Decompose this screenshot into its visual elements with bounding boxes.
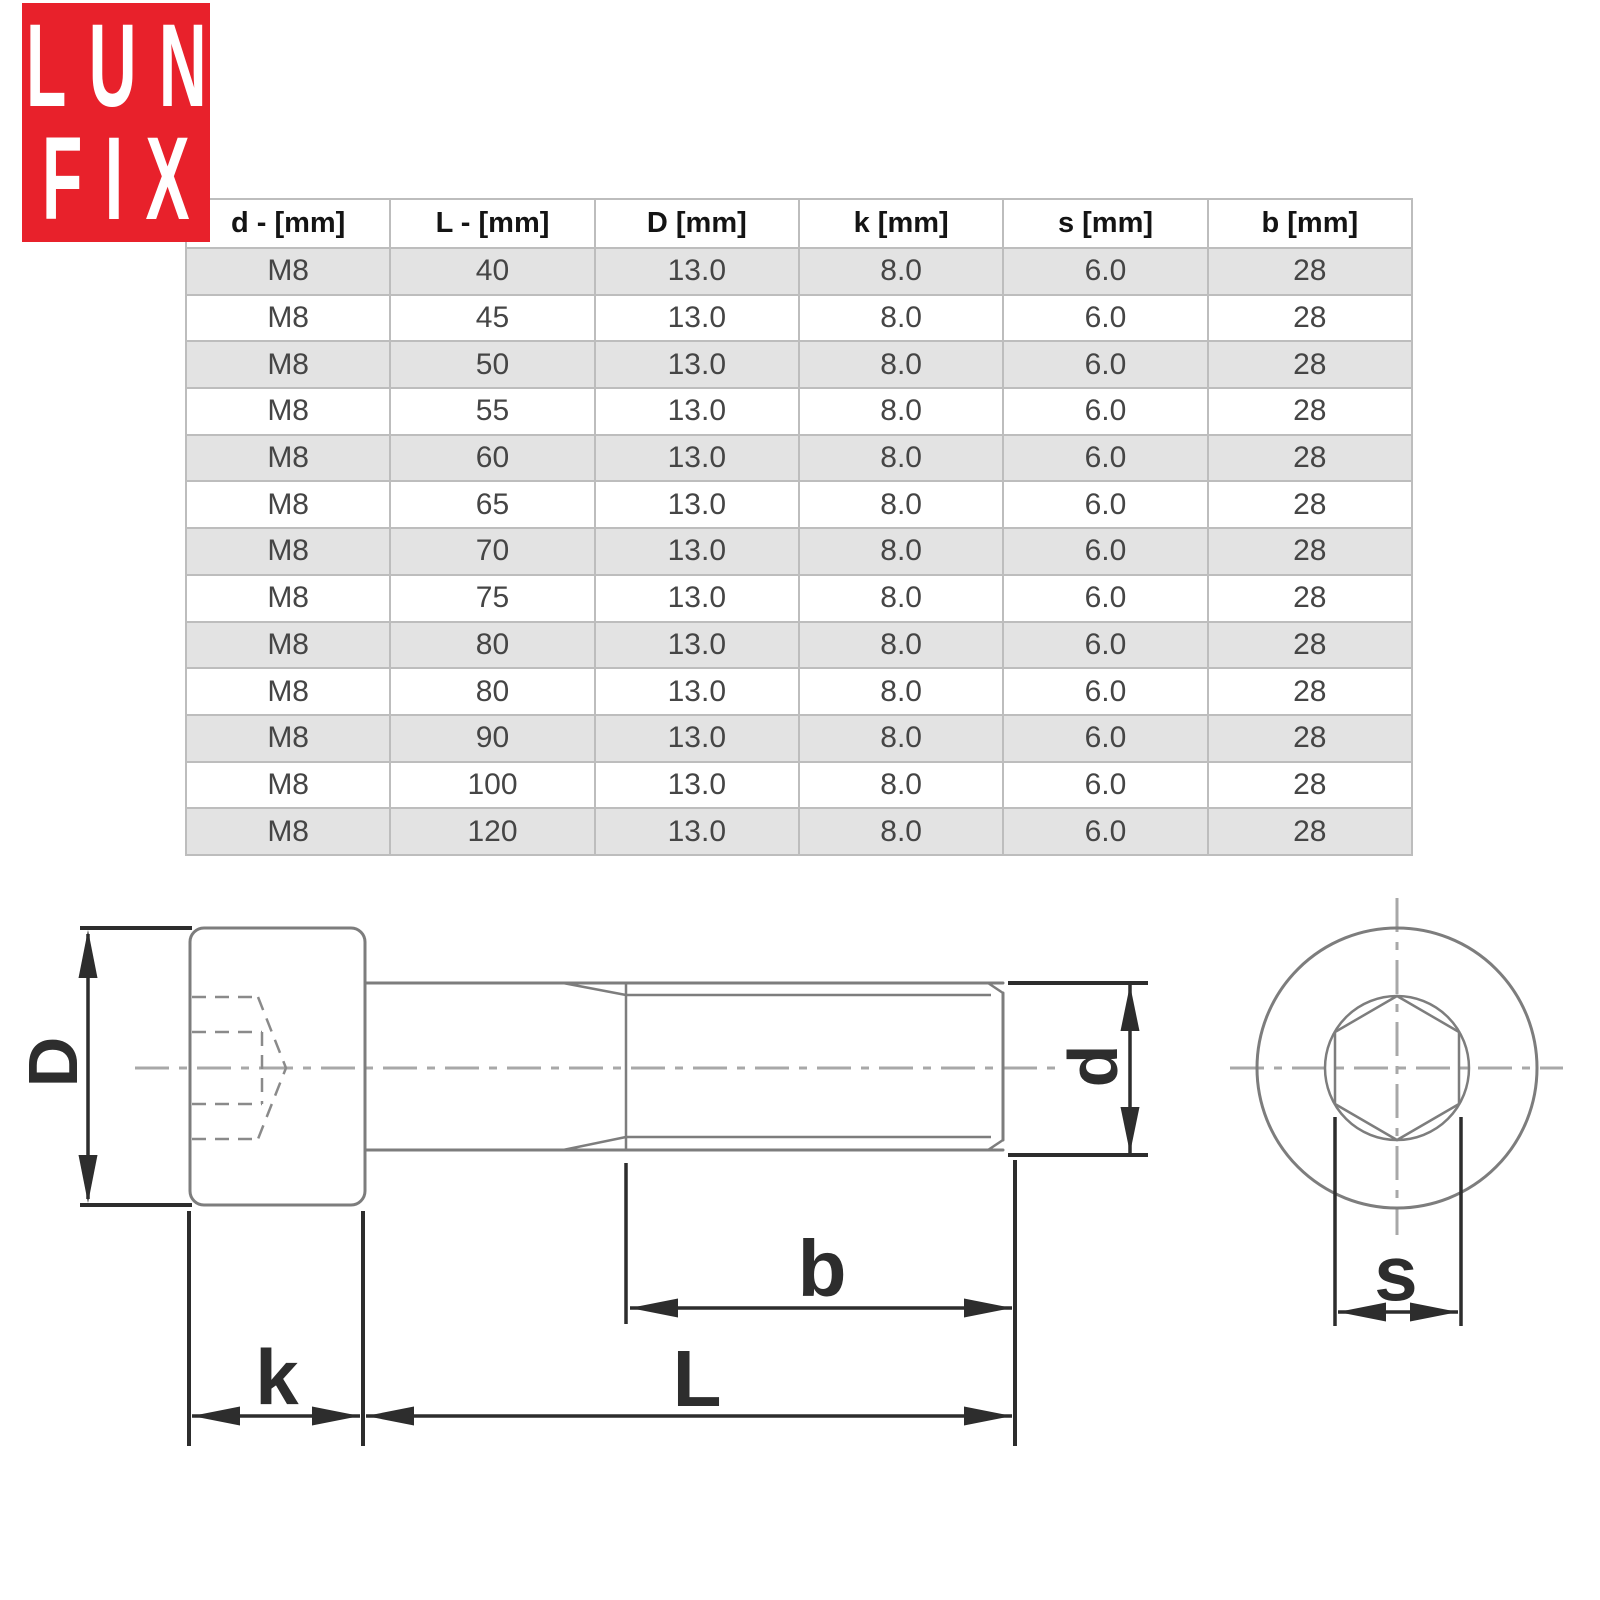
table-cell: 28	[1208, 435, 1412, 482]
table-cell: 80	[390, 622, 594, 669]
table-row	[186, 622, 1412, 669]
table-row	[186, 481, 1412, 528]
arrowhead	[192, 1407, 240, 1426]
table-cell: 8.0	[799, 295, 1003, 342]
table-cell: M8	[186, 435, 390, 482]
table-cell: 90	[390, 715, 594, 762]
brand-logo-line1: LUN	[25, 0, 229, 132]
table-cell: 8.0	[799, 808, 1003, 855]
table-cell: 28	[1208, 341, 1412, 388]
table-cell: M8	[186, 388, 390, 435]
column-header: s [mm]	[1003, 199, 1207, 248]
column-header: d - [mm]	[186, 199, 390, 248]
table-row	[186, 248, 1412, 295]
table-cell: 100	[390, 762, 594, 809]
table-row	[186, 575, 1412, 622]
table-cell: 55	[390, 388, 594, 435]
table-cell: 6.0	[1003, 248, 1207, 295]
table-row	[186, 435, 1412, 482]
table-cell: M8	[186, 622, 390, 669]
table-cell: 13.0	[595, 528, 799, 575]
table-cell: 28	[1208, 388, 1412, 435]
column-header: D [mm]	[595, 199, 799, 248]
table-cell: 6.0	[1003, 341, 1207, 388]
table-cell: 8.0	[799, 668, 1003, 715]
table-cell: 8.0	[799, 388, 1003, 435]
table-row	[186, 808, 1412, 855]
table-cell: 28	[1208, 808, 1412, 855]
dimension-table	[185, 198, 1413, 856]
table-cell: 13.0	[595, 762, 799, 809]
table-row	[186, 388, 1412, 435]
dim-label-b: b	[797, 1224, 847, 1313]
table-cell: 13.0	[595, 575, 799, 622]
arrowhead	[964, 1407, 1012, 1426]
dim-label-k: k	[255, 1333, 299, 1421]
brand-logo-line2: FIX	[42, 113, 213, 245]
table-cell: 13.0	[595, 481, 799, 528]
table-cell: 8.0	[799, 762, 1003, 809]
table-row	[186, 715, 1412, 762]
table-cell: 13.0	[595, 341, 799, 388]
column-header: L - [mm]	[390, 199, 594, 248]
table-cell: 6.0	[1003, 295, 1207, 342]
table-cell: 8.0	[799, 622, 1003, 669]
table-cell: 13.0	[595, 715, 799, 762]
table-cell: 65	[390, 481, 594, 528]
table-cell: 50	[390, 341, 594, 388]
table-cell: 6.0	[1003, 388, 1207, 435]
table-cell: 6.0	[1003, 715, 1207, 762]
table-cell: 28	[1208, 715, 1412, 762]
table-row	[186, 341, 1412, 388]
table-cell: 6.0	[1003, 622, 1207, 669]
table-cell: 8.0	[799, 528, 1003, 575]
arrowhead	[312, 1407, 360, 1426]
arrowhead	[79, 930, 98, 978]
table-cell: 13.0	[595, 435, 799, 482]
table-cell: 6.0	[1003, 528, 1207, 575]
table-cell: M8	[186, 248, 390, 295]
table-cell: 13.0	[595, 622, 799, 669]
table-row	[186, 295, 1412, 342]
table-cell: M8	[186, 715, 390, 762]
table-cell: 6.0	[1003, 668, 1207, 715]
arrowhead	[964, 1299, 1012, 1318]
dimension-b	[626, 1163, 1012, 1324]
brand-logo	[22, 0, 229, 245]
dimension-L	[366, 1160, 1015, 1446]
table-cell: 8.0	[799, 481, 1003, 528]
table-cell: 28	[1208, 481, 1412, 528]
table-cell: 28	[1208, 575, 1412, 622]
table-cell: 13.0	[595, 388, 799, 435]
table-cell: 8.0	[799, 341, 1003, 388]
table-cell: 6.0	[1003, 481, 1207, 528]
table-cell: 80	[390, 668, 594, 715]
dim-label-D: D	[14, 1036, 92, 1088]
dim-label-d: d	[1054, 1044, 1132, 1088]
table-cell: 28	[1208, 762, 1412, 809]
table-row	[186, 528, 1412, 575]
table-cell: 28	[1208, 622, 1412, 669]
table-cell: 8.0	[799, 575, 1003, 622]
arrowhead	[366, 1407, 414, 1426]
table-cell: M8	[186, 341, 390, 388]
end-view	[1230, 898, 1563, 1235]
table-cell: 8.0	[799, 435, 1003, 482]
arrowhead	[630, 1299, 678, 1318]
table-cell: 70	[390, 528, 594, 575]
table-cell: 6.0	[1003, 435, 1207, 482]
table-cell: 45	[390, 295, 594, 342]
table-cell: 28	[1208, 295, 1412, 342]
table-cell: M8	[186, 295, 390, 342]
dimension-k	[189, 1211, 363, 1446]
table-cell: 120	[390, 808, 594, 855]
table-cell: 8.0	[799, 715, 1003, 762]
table-cell: M8	[186, 528, 390, 575]
table-cell: 75	[390, 575, 594, 622]
dim-label-L: L	[672, 1334, 722, 1423]
table-cell: M8	[186, 481, 390, 528]
table-cell: 6.0	[1003, 575, 1207, 622]
table-cell: M8	[186, 668, 390, 715]
dimension-table-head	[186, 199, 1412, 248]
table-cell: M8	[186, 575, 390, 622]
table-cell: 13.0	[595, 808, 799, 855]
arrowhead	[79, 1155, 98, 1203]
column-header: k [mm]	[799, 199, 1003, 248]
table-cell: M8	[186, 762, 390, 809]
table-cell: 6.0	[1003, 808, 1207, 855]
technical-drawing	[0, 850, 1600, 1550]
table-cell: 28	[1208, 248, 1412, 295]
dimension-table-body	[186, 248, 1412, 855]
table-cell: 13.0	[595, 668, 799, 715]
table-cell: 28	[1208, 528, 1412, 575]
arrowhead	[1121, 1107, 1140, 1153]
arrowhead	[1121, 985, 1140, 1031]
table-cell: 8.0	[799, 248, 1003, 295]
table-cell: 28	[1208, 668, 1412, 715]
table-cell: 40	[390, 248, 594, 295]
table-row	[186, 668, 1412, 715]
dim-label-s: s	[1374, 1229, 1418, 1317]
table-cell: M8	[186, 808, 390, 855]
table-row	[186, 762, 1412, 809]
table-cell: 13.0	[595, 295, 799, 342]
table-cell: 13.0	[595, 248, 799, 295]
column-header: b [mm]	[1208, 199, 1412, 248]
header-row	[186, 199, 1412, 248]
table-cell: 60	[390, 435, 594, 482]
table-cell: 6.0	[1003, 762, 1207, 809]
